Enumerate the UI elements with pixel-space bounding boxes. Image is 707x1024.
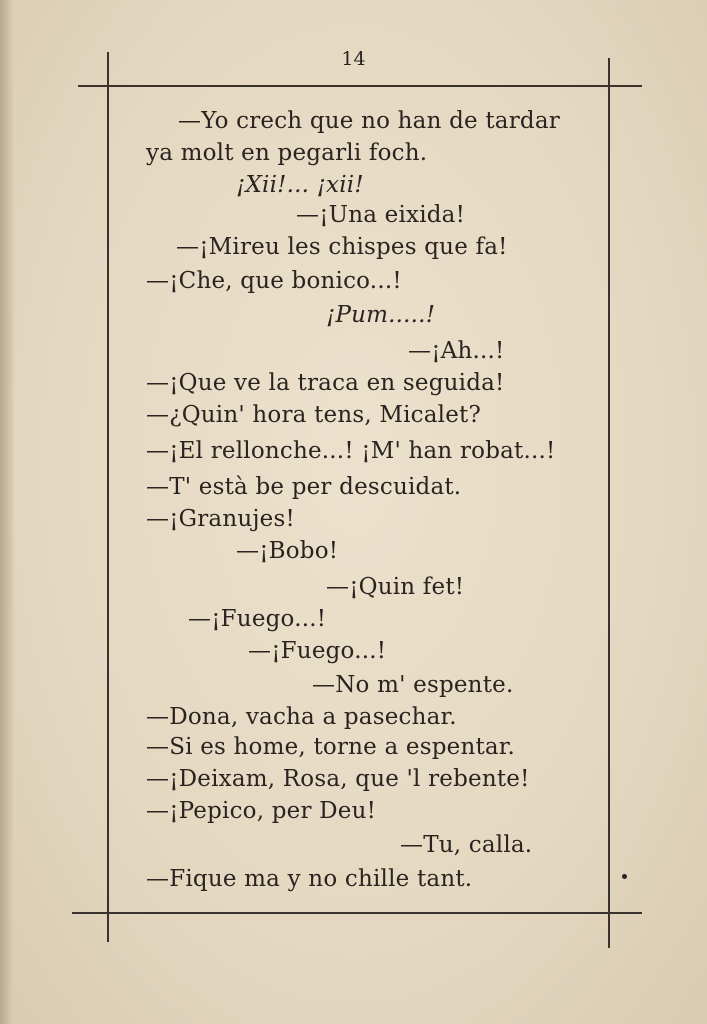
left-vertical-rule [107,52,109,942]
text-line-22: —¡Pepico, per Deu! [146,798,377,824]
text-line-1: —Yo crech que no han de tardar [178,108,560,134]
text-line-14: —¡Bobo! [236,538,339,564]
text-line-6: —¡Che, que bonico...! [146,268,402,294]
text-line-18: —No m' espente. [312,672,514,698]
text-line-13: —¡Granujes! [146,506,295,532]
text-line-5: —¡Mireu les chispes que fa! [176,234,508,260]
text-line-7: ¡Pum.....! [326,302,436,328]
text-line-10: —¿Quin' hora tens, Micalet? [146,402,482,428]
bottom-horizontal-rule [72,912,642,914]
text-line-17: —¡Fuego...! [248,638,387,664]
page-spine-shadow [0,0,14,1024]
text-line-16: —¡Fuego...! [188,606,327,632]
text-line-19: —Dona, vacha a pasechar. [146,704,457,730]
text-line-11: —¡El rellonche...! ¡M' han robat...! [146,438,556,464]
text-line-2: ya molt en pegarli foch. [146,140,428,166]
text-line-20: —Si es home, torne a espentar. [146,734,515,760]
page-number: 14 [341,48,366,70]
text-line-4: —¡Una eixida! [296,202,466,228]
text-line-9: —¡Que ve la traca en seguida! [146,370,505,396]
margin-dot [622,874,627,879]
text-line-23: —Tu, calla. [400,832,533,858]
text-line-15: —¡Quin fet! [326,574,465,600]
text-line-8: —¡Ah...! [408,338,505,364]
text-line-3: ¡Xii!... ¡xii! [236,172,364,198]
top-horizontal-rule [78,85,642,87]
right-vertical-rule [608,58,610,948]
text-line-12: —T' està be per descuidat. [146,474,462,500]
text-line-21: —¡Deixam, Rosa, que 'l rebente! [146,766,530,792]
text-line-24: —Fique ma y no chille tant. [146,866,473,892]
